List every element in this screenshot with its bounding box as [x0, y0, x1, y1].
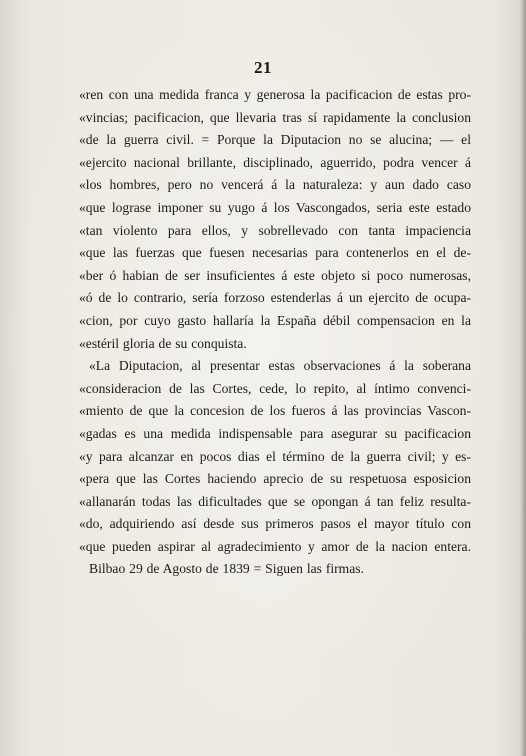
text-line: «y para alcanzar en pocos dias el término de la guerra civil; y es-	[79, 448, 471, 464]
page-number: 21	[254, 58, 272, 77]
signature-line: Bilbao 29 de Agosto de 1839 = Siguen las firmas.	[89, 561, 364, 577]
text-line: «tan violento para ellos, y sobrellevado con tanta impaciencia	[79, 222, 471, 238]
text-line: «ó de lo contrario, sería forzoso estenderlas á un ejercito de ocupa-	[79, 290, 471, 306]
page-edge-shadow	[520, 0, 526, 756]
text-line: «La Diputacion, al presentar estas observaciones á la soberana	[89, 358, 471, 374]
text-line: «allanarán todas las dificultades que se opongan á tan feliz resulta-	[79, 493, 471, 509]
text-line: «do, adquiriendo así desde sus primeros pasos el mayor título con	[79, 516, 471, 532]
text-line: «cion, por cuyo gasto hallaría la España débil compensacion en la	[79, 312, 471, 328]
text-line: «ejercito nacional brillante, disciplinado, aguerrido, podra vencer á	[79, 154, 471, 170]
text-line: «pera que las Cortes haciendo aprecio de su respetuosa esposicion	[79, 471, 471, 487]
text-line: «ber ó habian de ser insuficientes á este objeto si poco numerosas,	[79, 267, 471, 283]
text-line: «que lograse imponer su yugo á los Vascongados, seria este estado	[79, 199, 471, 215]
text-line: «consideracion de las Cortes, cede, lo repito, al íntimo convenci-	[79, 380, 471, 396]
text-line: «que pueden aspirar al agradecimiento y amor de la nacion entera.	[79, 538, 471, 554]
text-line: «de la guerra civil. = Porque la Diputacion no se alucina; — el	[79, 132, 471, 148]
text-line: «gadas es una medida indispensable para asegurar su pacificacion	[79, 425, 471, 441]
text-line: «miento de que la concesion de los fueros á las provincias Vascon-	[79, 403, 471, 419]
text-line: «vincias; pacificacion, que llevaria tras sí rapidamente la conclusion	[79, 109, 471, 125]
body-text	[79, 84, 471, 581]
text-line: «que las fuerzas que fuesen necesarias para contenerlos en el de-	[79, 245, 471, 261]
text-line: «estéril gloria de su conquista.	[79, 335, 247, 351]
text-line: «los hombres, pero no vencerá á la naturaleza: y aun dado caso	[79, 177, 471, 193]
text-line: «ren con una medida franca y generosa la pacificacion de estas pro-	[79, 87, 471, 102]
